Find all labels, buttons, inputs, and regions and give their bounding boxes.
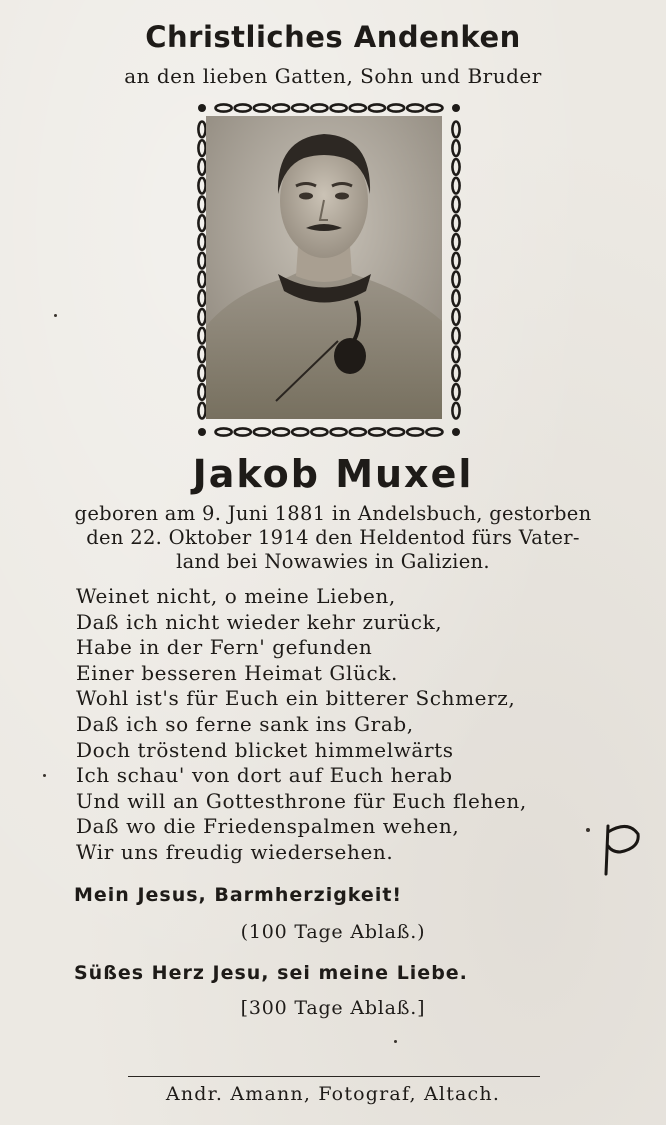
poem-line: Habe in der Fern' gefunden — [76, 635, 373, 660]
photographer-credit: Andr. Amann, Fotograf, Altach. — [165, 1083, 501, 1105]
poem-line: Daß ich nicht wieder kehr zurück, — [76, 609, 443, 634]
ink-dot — [394, 1040, 397, 1043]
footer-divider — [128, 1076, 540, 1077]
prayer-line: Mein Jesus, Barmherzigkeit! — [74, 884, 403, 906]
poem-line: Wir uns freudig wiedersehen. — [76, 839, 394, 864]
ink-dot — [586, 828, 590, 832]
poem-line: Daß ich so ferne sank ins Grab, — [76, 711, 414, 736]
bio-line: den 22. Oktober 1914 den Heldentod fürs Vater- — [86, 526, 580, 549]
card-heading: Christliches Andenken — [145, 20, 521, 54]
poem-line: Doch tröstend blicket himmelwärts — [76, 737, 454, 762]
prayer-line: Süßes Herz Jesu, sei meine Liebe. — [74, 962, 468, 984]
poem-line: Und will an Gottesthrone für Euch flehen, — [76, 788, 527, 813]
indulgence-line: [300 Tage Ablaß.] — [240, 997, 426, 1019]
poem-line: Einer besseren Heimat Glück. — [76, 660, 398, 685]
card-subheading: an den lieben Gatten, Sohn und Bruder — [124, 64, 542, 88]
portrait-photo — [206, 116, 442, 419]
poem-line: Weinet nicht, o meine Lieben, — [76, 584, 396, 608]
ink-dot — [54, 314, 57, 317]
poem-line: Daß wo die Friedenspalmen wehen, — [76, 814, 460, 839]
ink-dot — [43, 774, 46, 777]
memorial-poem — [76, 584, 527, 866]
bio-line: land bei Nowawies in Galizien. — [176, 550, 490, 573]
handwritten-mark-icon — [598, 818, 646, 882]
bio-text — [20, 502, 646, 574]
bio-line: geboren am 9. Juni 1881 in Andelsbuch, gestorben — [74, 502, 592, 525]
poem-line: Wohl ist's für Euch ein bitterer Schmerz, — [76, 686, 516, 711]
poem-line: Ich schau' von dort auf Euch herab — [76, 763, 453, 788]
indulgence-line: (100 Tage Ablaß.) — [240, 921, 426, 943]
deceased-name: Jakob Muxel — [192, 452, 474, 496]
